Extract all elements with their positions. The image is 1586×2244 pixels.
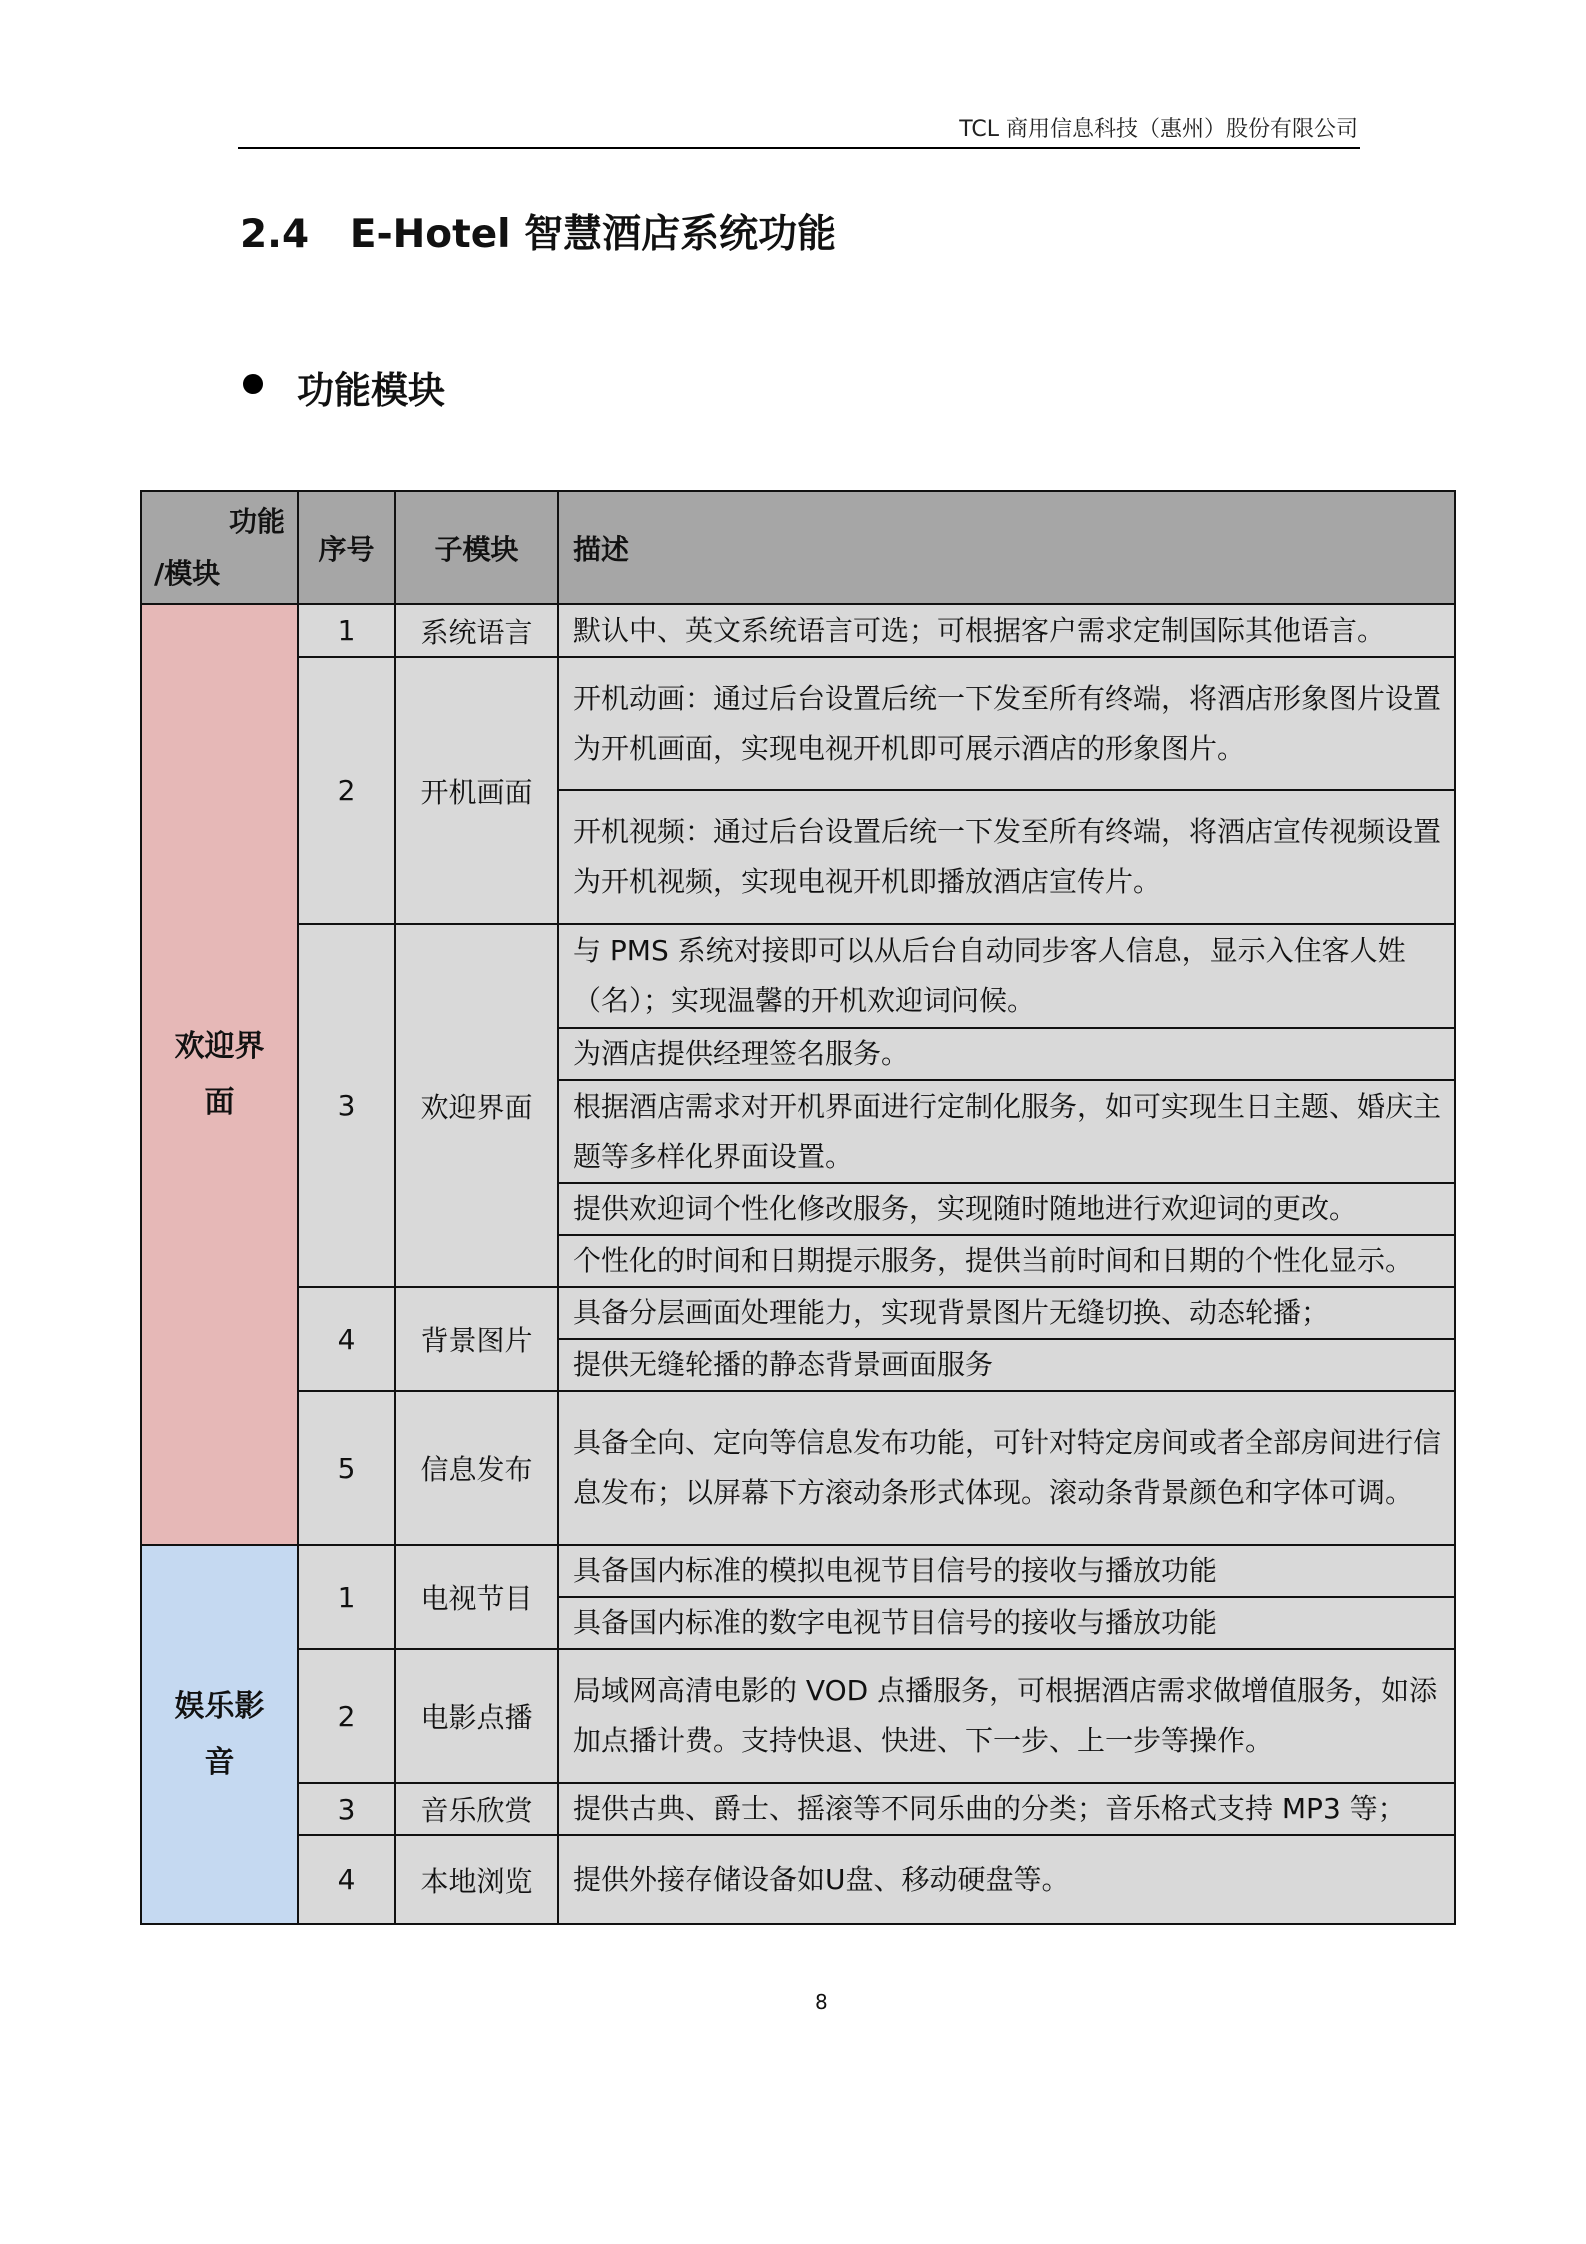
header-group — [141, 491, 298, 604]
description-cell: 为酒店提供经理签名服务。 — [558, 1028, 1455, 1080]
table-row — [141, 1287, 1455, 1339]
item-number: 2 — [298, 657, 395, 924]
submodule-name: 音乐欣赏 — [395, 1783, 558, 1835]
description-cell: 开机动画：通过后台设置后统一下发至所有终端，将酒店形象图片设置为开机画面，实现电视开机即可展示酒店的形象图片。 — [558, 657, 1455, 790]
table-row — [141, 1783, 1455, 1835]
submodule-name: 欢迎界面 — [395, 924, 558, 1287]
description-cell: 个性化的时间和日期提示服务，提供当前时间和日期的个性化显示。 — [558, 1235, 1455, 1287]
submodule-name: 电影点播 — [395, 1649, 558, 1783]
description-cell: 具备分层画面处理能力，实现背景图片无缝切换、动态轮播； — [558, 1287, 1455, 1339]
description-cell: 具备国内标准的模拟电视节目信号的接收与播放功能 — [558, 1545, 1455, 1597]
description-cell: 根据酒店需求对开机界面进行定制化服务，如可实现生日主题、婚庆主题等多样化界面设置。 — [558, 1080, 1455, 1183]
group-name-line1: 娱乐影 — [174, 1688, 265, 1724]
description-cell: 具备全向、定向等信息发布功能，可针对特定房间或者全部房间进行信息发布；以屏幕下方滚动条形式体现。滚动条背景颜色和字体可调。 — [558, 1391, 1455, 1545]
table-row — [141, 1835, 1455, 1924]
submodule-name: 信息发布 — [395, 1391, 558, 1545]
table-row — [141, 1545, 1455, 1597]
subsection-title: 功能模块 — [297, 369, 445, 412]
group-name-line2: 音 — [204, 1744, 235, 1780]
item-number: 1 — [298, 1545, 395, 1649]
item-number: 4 — [298, 1287, 395, 1391]
table-row — [141, 1649, 1455, 1783]
description-cell: 开机视频：通过后台设置后统一下发至所有终端，将酒店宣传视频设置为开机视频，实现电视开机即播放酒店宣传片。 — [558, 790, 1455, 924]
header-sub: 子模块 — [395, 491, 558, 604]
description-cell: 具备国内标准的数字电视节目信号的接收与播放功能 — [558, 1597, 1455, 1649]
description-cell: 提供无缝轮播的静态背景画面服务 — [558, 1339, 1455, 1391]
page-number: 8 — [815, 1990, 828, 2014]
header-no: 序号 — [298, 491, 395, 604]
group-name-line2: 面 — [204, 1084, 235, 1120]
submodule-name: 背景图片 — [395, 1287, 558, 1391]
group-cell — [141, 604, 298, 1545]
header-group-line1: 功能 — [228, 504, 285, 538]
submodule-name: 电视节目 — [395, 1545, 558, 1649]
table-row — [141, 1391, 1455, 1545]
description-cell: 默认中、英文系统语言可选；可根据客户需求定制国际其他语言。 — [558, 604, 1455, 657]
description-cell: 提供欢迎词个性化修改服务，实现随时随地进行欢迎词的更改。 — [558, 1183, 1455, 1235]
table-row — [141, 604, 1455, 657]
table-row — [141, 657, 1455, 790]
item-number: 3 — [298, 1783, 395, 1835]
description-cell: 提供古典、爵士、摇滚等不同乐曲的分类；音乐格式支持 MP3 等； — [558, 1783, 1455, 1835]
item-number: 2 — [298, 1649, 395, 1783]
submodule-name: 本地浏览 — [395, 1835, 558, 1924]
bullet-icon — [243, 374, 263, 394]
function-module-table — [140, 490, 1456, 1925]
item-number: 4 — [298, 1835, 395, 1924]
group-name-line1: 欢迎界 — [174, 1028, 265, 1064]
section-title: 2.4 E-Hotel 智慧酒店系统功能 — [240, 212, 837, 257]
item-number: 5 — [298, 1391, 395, 1545]
table-row — [141, 924, 1455, 1028]
header-desc: 描述 — [558, 491, 1455, 604]
header-group-line2: /模块 — [154, 556, 221, 590]
group-cell — [141, 1545, 298, 1924]
description-cell: 局域网高清电影的 VOD 点播服务，可根据酒店需求做增值服务，如添加点播计费。支持快退、快进、下一步、上一步等操作。 — [558, 1649, 1455, 1783]
submodule-name: 开机画面 — [395, 657, 558, 924]
item-number: 3 — [298, 924, 395, 1287]
header-company: TCL 商用信息科技（惠州）股份有限公司 — [959, 117, 1358, 142]
description-cell: 与 PMS 系统对接即可以从后台自动同步客人信息，显示入住客人姓（名）；实现温馨的开机欢迎词问候。 — [558, 924, 1455, 1028]
table-header-row — [141, 491, 1455, 604]
submodule-name: 系统语言 — [395, 604, 558, 657]
header-rule — [238, 147, 1360, 149]
item-number: 1 — [298, 604, 395, 657]
description-cell: 提供外接存储设备如U盘、移动硬盘等。 — [558, 1835, 1455, 1924]
